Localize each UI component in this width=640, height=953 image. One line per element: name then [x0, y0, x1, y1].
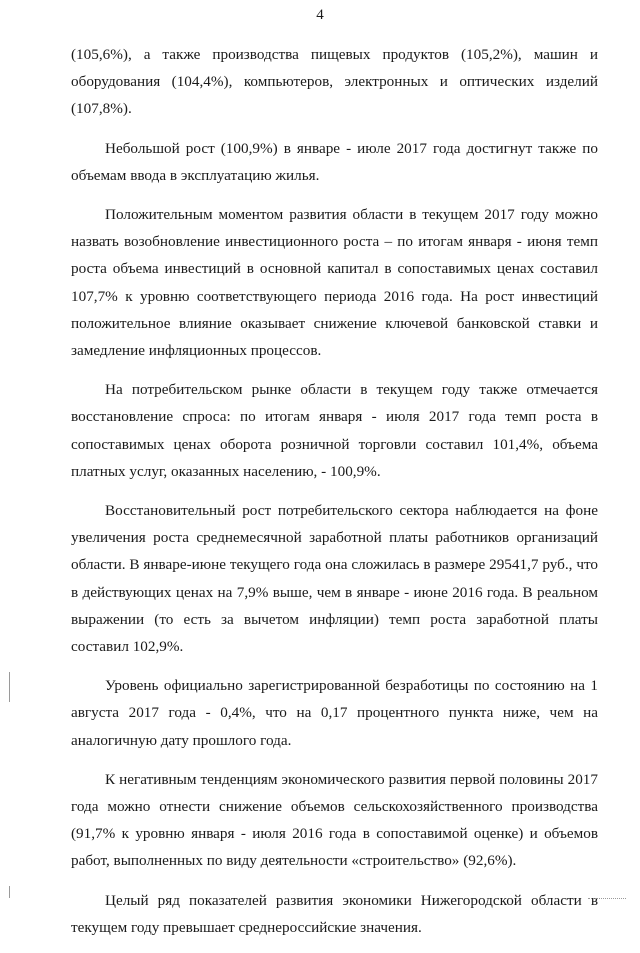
paragraph-investment: Положительным моментом развития области в текущем 2017 году можно назвать возобновление инвестиционного роста – по итогам января - июня темп роста объема инвестиций в основной капитал в сопоставимых ценах составил 107,7% к уровню соответствующего периода 2016 года. На рост инвестиций положительное влияние оказывает снижение ключевой банковской ставки и замедление инфляционных процессов.: [71, 206, 598, 360]
paragraph-industry-growth-continued: (105,6%), а также производства пищевых продуктов (105,2%), машин и оборудования (104,4%), компьютеров, электронных и оптических изделий (107,8%).: [71, 46, 598, 118]
scan-edge-mark: [9, 672, 10, 702]
paragraph-summary: Целый ряд показателей развития экономики Нижегородской области в текущем году превышает среднероссийские значения.: [71, 891, 598, 936]
paragraph-wages: Восстановительный рост потребительского сектора наблюдается на фоне увеличения роста среднемесячной заработной платы работников организаций области. В январе-июне текущего года она сложилась в размере 29541,7 руб., что в действующих ценах на 7,9% выше, чем в январе - июне 2016 года. В реальном выражении (то есть за вычетом инфляции) темп роста заработной платы составил 102,9%.: [71, 502, 598, 656]
paragraph-housing: Небольшой рост (100,9%) в январе - июле 2017 года достигнут также по объемам ввода в эксплуатацию жилья.: [71, 139, 598, 184]
scan-corner-mark: [588, 898, 626, 899]
page-number: 4: [316, 7, 324, 23]
scan-edge-mark: [9, 886, 10, 898]
paragraph-consumer-market: На потребительском рынке области в текущем году также отмечается восстановление спроса: по итогам января - июля 2017 года темп роста в сопоставимых ценах оборота розничной торговли составил 101,4%, объема платных услуг, оказанных населению, - 100,9%.: [71, 381, 598, 480]
document-body: [71, 41, 598, 953]
paragraph-unemployment: Уровень официально зарегистрированной безработицы по состоянию на 1 августа 2017 года - 0,4%, что на 0,17 процентного пункта ниже, чем на аналогичную дату прошлого года.: [71, 677, 598, 749]
paragraph-negative-trends: К негативным тенденциям экономического развития первой половины 2017 года можно отнести снижение объемов сельскохозяйственного производства (91,7% к уровню января - июля 2016 года в сопоставимой оценке) и объемов работ, выполненных по виду деятельности «строительство» (92,6%).: [71, 770, 598, 870]
